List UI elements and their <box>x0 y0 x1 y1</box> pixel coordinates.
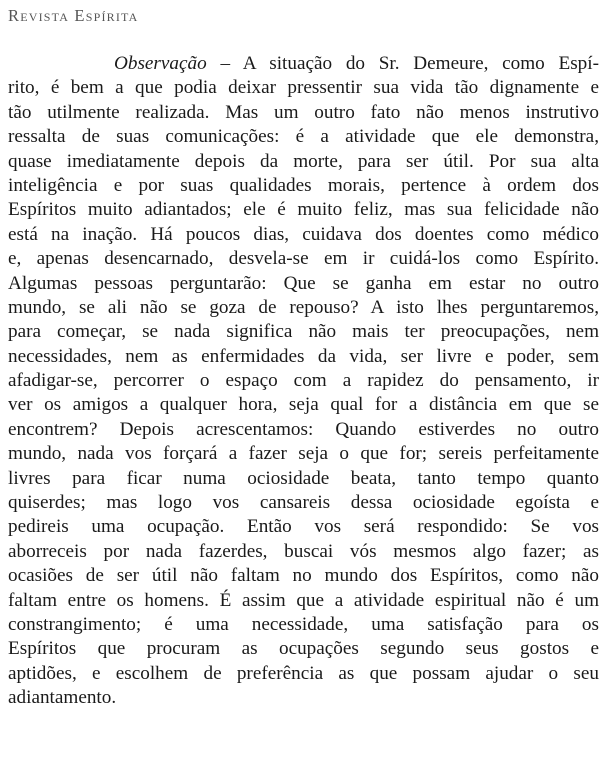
text-line: quiserdes; mas logo vos cansareis dessa ociosidade egoísta e <box>8 492 599 514</box>
text-line: rito, é bem a que podia deixar pressentir sua vida tão dignamente e <box>8 77 599 99</box>
text-line: quase imediatamente depois da morte, para ser útil. Por sua alta <box>8 150 599 172</box>
text-line: necessidades, nem as enfermidades da vida, ser livre e poder, sem <box>8 345 599 367</box>
text-line: Espíritos que procuram as ocupações segundo seus gostos e <box>8 638 599 660</box>
text-line: pedireis uma ocupação. Então vos será respondido: Se vos <box>8 516 599 538</box>
text-line: tão utilmente realizada. Mas um outro fato não menos instrutivo <box>8 101 599 123</box>
text-line: Algumas pessoas perguntarão: Que se ganha em estar no outro <box>8 272 599 294</box>
text-line: Espíritos muito adiantados; ele é muito feliz, mas sua felicidade não <box>8 199 599 221</box>
text-line: inteligência e por suas qualidades morais, pertence à ordem dos <box>8 174 599 196</box>
text-line: adiantamento. <box>8 687 117 709</box>
text-line: ver os amigos a qualquer hora, seja qual for a distância em que se <box>8 394 599 416</box>
text-line: e, apenas desencarnado, desvela-se em ir cuidá-los como Espírito. <box>8 248 599 270</box>
text-line: para começar, se nada significa não mais ter preocupações, nem <box>8 321 599 343</box>
text-line <box>8 52 599 76</box>
text-line: afadigar-se, percorrer o espaço com a rapidez do pensamento, ir <box>8 370 599 392</box>
text-line: está na inação. Há poucos dias, cuidava dos doentes como médico <box>8 223 599 245</box>
text-line: mundo, se ali não se goza de repouso? A isto lhes perguntaremos, <box>8 296 599 318</box>
body-paragraph <box>8 52 599 711</box>
text-line: mundo, nada vos forçará a fazer seja o que for; sereis perfeitamente <box>8 443 599 465</box>
text-line: faltam entre os homens. É assim que a atividade espiritual não é um <box>8 589 599 611</box>
observation-label: Observação <box>114 53 207 74</box>
text-line: ocasiões de ser útil não faltam no mundo dos Espíritos, como não <box>8 565 599 587</box>
text-line: encontrem? Depois acrescentamos: Quando estiverdes no outro <box>8 418 599 440</box>
text-line-content: – A situação do Sr. Demeure, como Espí- <box>206 53 599 74</box>
text-line: constrangimento; é uma necessidade, uma satisfação para os <box>8 613 599 635</box>
text-line: livres para ficar numa ociosidade beata, tanto tempo quanto <box>8 467 599 489</box>
text-line: aptidões, e escolhem de preferência as que possam ajudar o seu <box>8 662 599 684</box>
text-line: ressalta de suas comunicações: é a atividade que ele demonstra, <box>8 126 599 148</box>
running-head: Revista Espírita <box>8 6 139 25</box>
text-line: aborreceis por nada fazerdes, buscai vós mesmos algo fazer; as <box>8 540 599 562</box>
